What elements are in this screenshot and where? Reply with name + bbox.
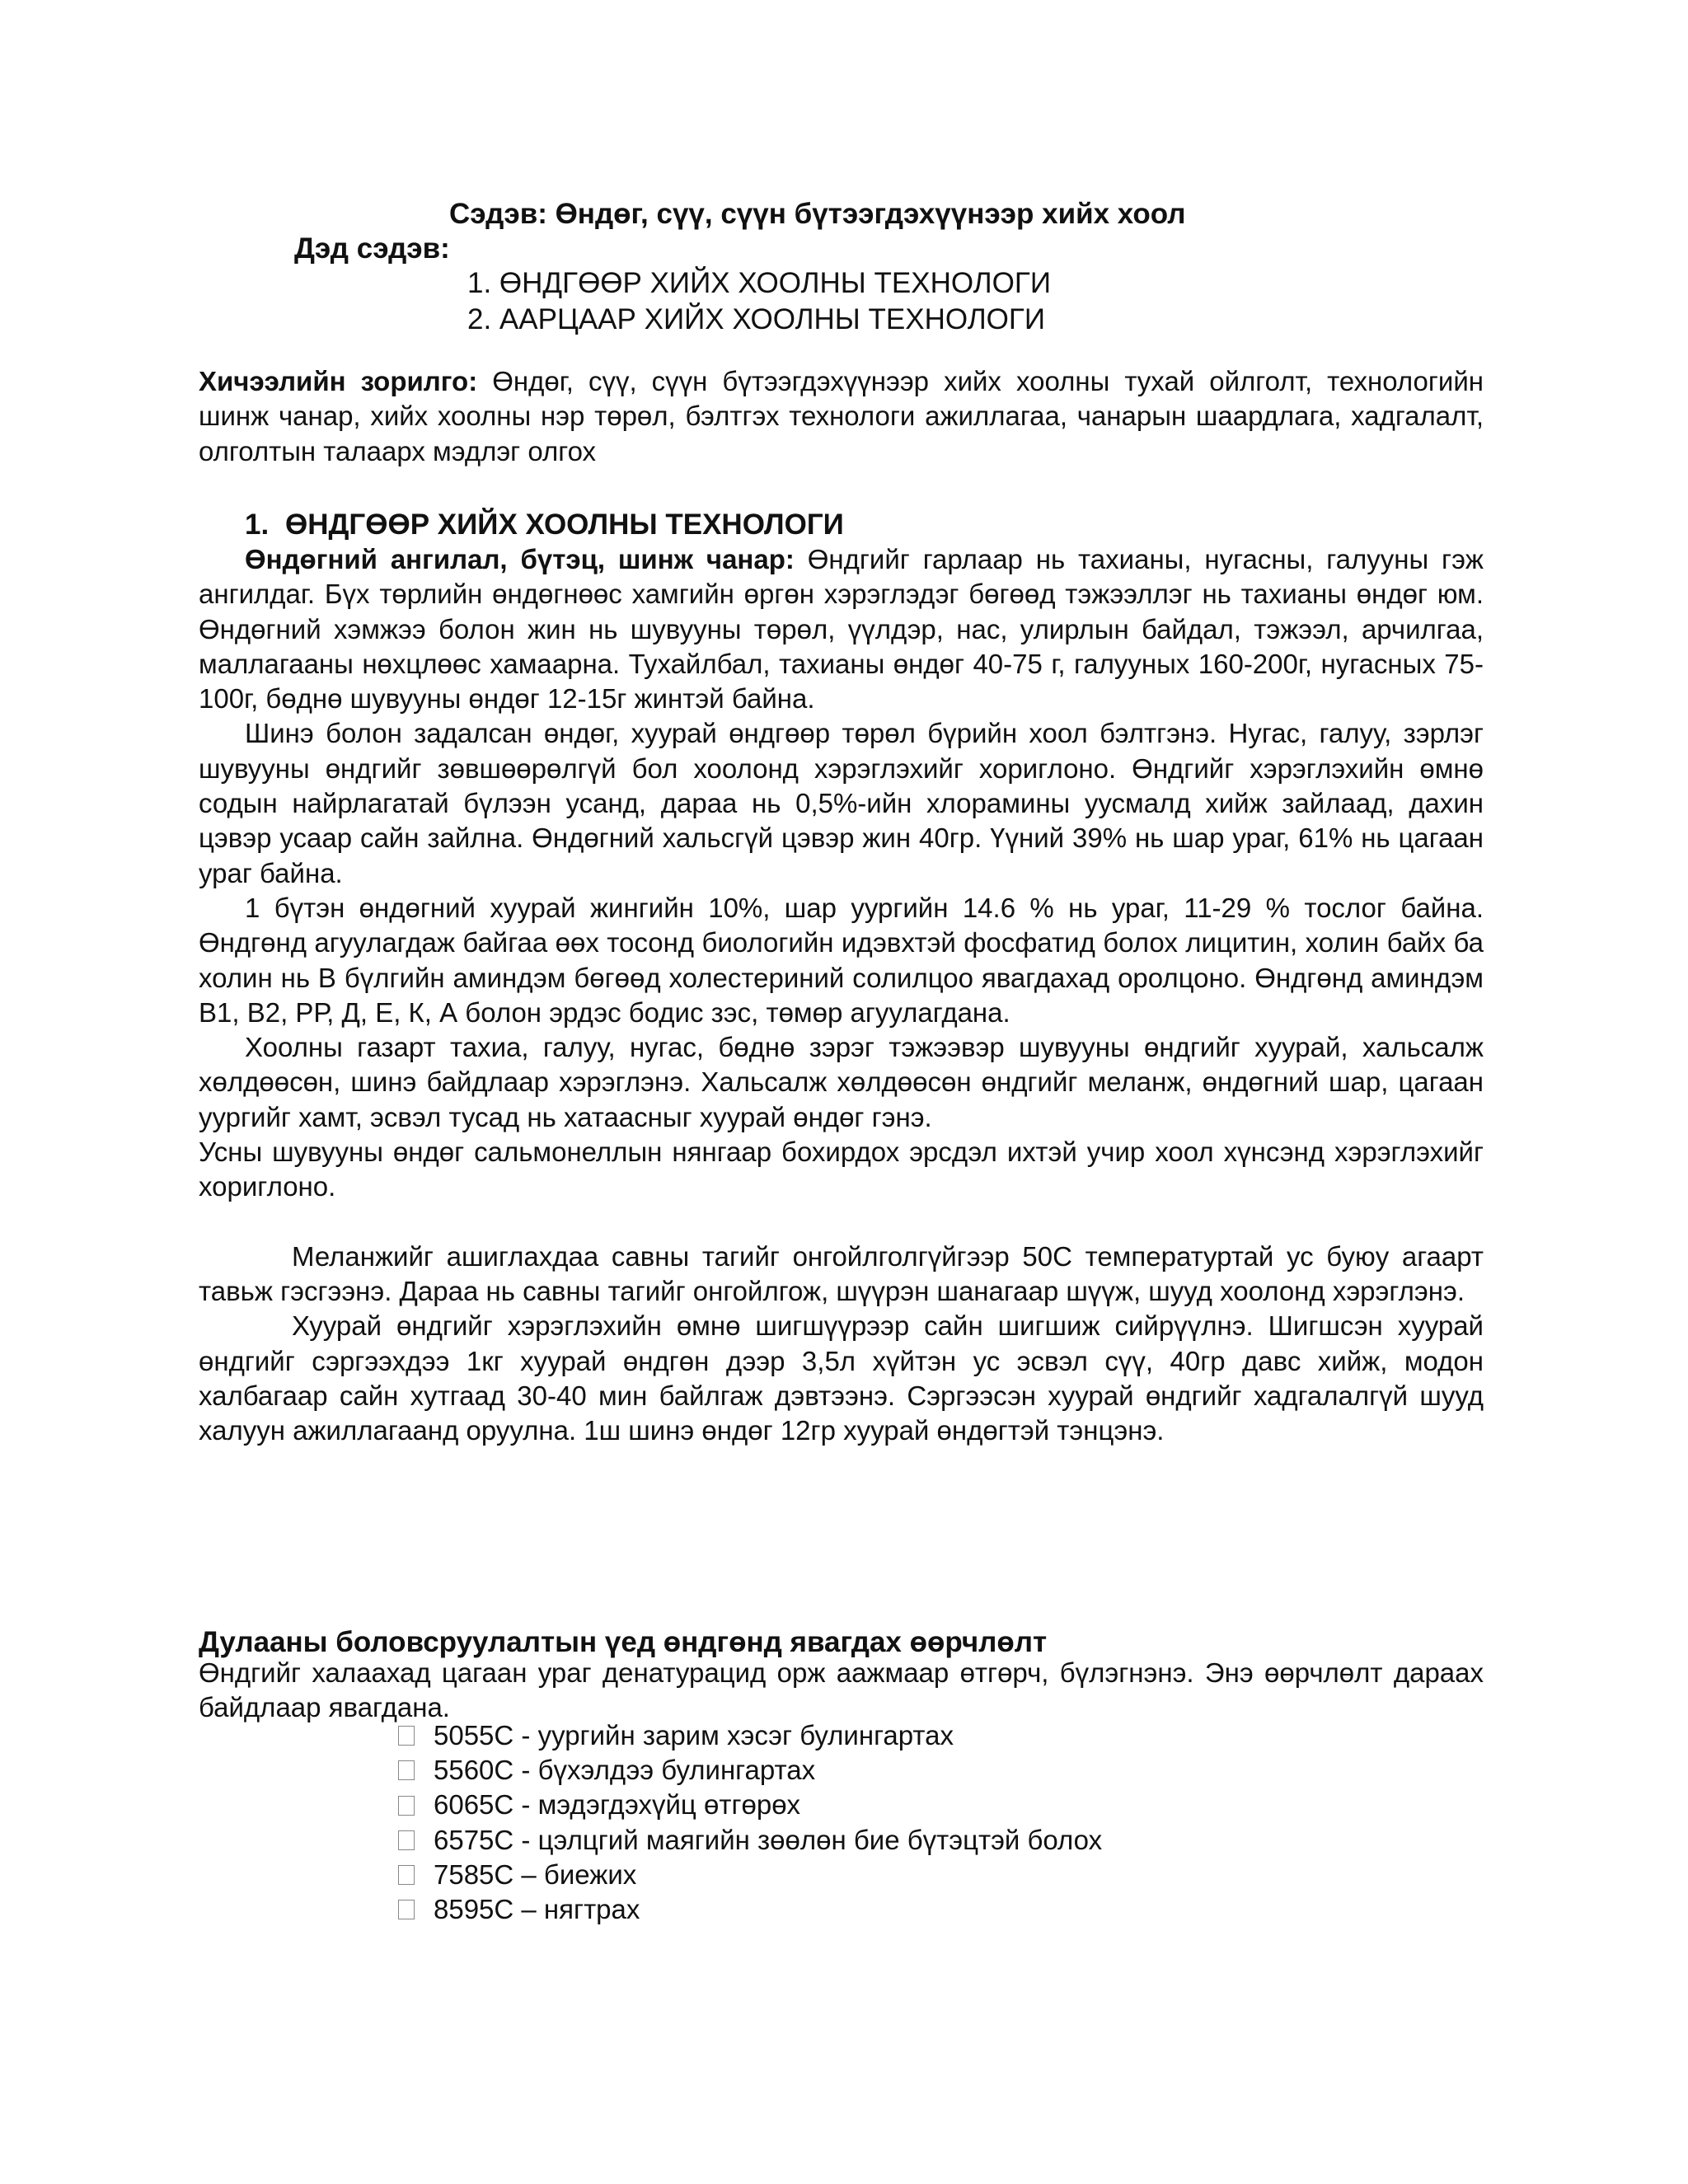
checkbox-bullet-icon — [398, 1726, 415, 1746]
paragraph: Хоолны газарт тахиа, галуу, нугас, бөднө зэрэг тэжээвэр шувууны өндгийг хуурай, хальсалж хөлдөөсөн, шинэ байдлаар хэрэглэнэ. Хальсалж хөлдөөсөн өндгийг меланж, өндөгний шар, цагаан уургийг хамт, эсвэл тусад нь хатаасныг хуурай өндөг гэнэ. — [199, 1032, 1484, 1132]
section1-heading — [245, 509, 844, 541]
subtopic-label: Дэд сэдэв: — [294, 232, 450, 265]
paragraph: 1 бүтэн өндөгний хуурай жингийн 10%, шар уургийн 14.6 % нь ураг, 11-29 % тослог байна. Өндгөнд агуулагдаж байгаа өөх тосонд биологийн идэвхтэй фосфатид болох лицитин, холин байх ба холин нь В бүлгийн аминдэм бөгөөд холестериний солилцоо явагдахад оролцоно. Өндгөнд аминдэм В1, В2, РР, Д, Е, К, А болон эрдэс бодис зэс, төмөр агуулагдана. — [199, 892, 1484, 1028]
list-item: 5055С - уургийн зарим хэсэг булингартах — [398, 1718, 1102, 1753]
egg-classification-label: Өндөгний ангилал, бүтэц, шинж чанар: — [245, 544, 795, 574]
egg-classification-paragraph — [199, 542, 1484, 716]
paragraph: Меланжийг ашиглахдаа савны тагийг онгойлголгүйгээр 50С температуртай ус буюу агаарт тавьж гэсгээнэ. Дараа нь савны тагийг онгойлгож, шүүрэн шанагаар шүүж, шууд хоолонд хэрэглэнэ. — [199, 1240, 1484, 1306]
page-title: Сэдэв: Өндөг, сүү, сүүн бүтээгдэхүүнээр хийх хоол — [449, 198, 1186, 230]
section1-number: 1. — [245, 509, 270, 541]
paragraph: Шинэ болон задалсан өндөг, хуурай өндгөөр төрөл бүрийн хоол бэлтгэнэ. Нугас, галуу, зэрлэг шувууны өндгийг зөвшөөрөлгүй бол хоолонд хэрэглэхийг хориглоно. Өндгийг хэрэглэхийн өмнө содын найрлагатай бүлээн усанд, дараа нь 0,5%-ийн хлорамины уусмалд хийж зайлаад, дахин цэвэр усаар сайн зайлна. Өндөгний хальсгүй цэвэр жин 40гр. Үүний 39% нь шар ураг, 61% нь цагаан ураг байна. — [199, 718, 1484, 888]
list-item: 7585С – биежих — [398, 1858, 1102, 1892]
temperature-change-list — [398, 1718, 1102, 1927]
lesson-goal-label: Хичээлийн зорилго: — [199, 366, 478, 396]
section2-heading: Дулааны боловсруулалтын үед өндгөнд явагдах өөрчлөлт — [199, 1626, 1048, 1658]
paragraph: Усны шувууны өндөг сальмонеллын нянгаар бохирдох эрсдэл ихтэй учир хоол хүнсэнд хэрэглэхийг хориглоно. — [199, 1137, 1484, 1202]
lesson-goal-text: Өндөг, сүү, сүүн бүтээгдэхүүнээр хийх хоолны тухай ойлголт, технологийн шинж чанар, хийх хоолны нэр төрөл, бэлтгэх технологи ажиллагаа, чанарын шаардлага, хадгалалт, олголтын талаарх мэдлэг олгох — [199, 366, 1484, 466]
checkbox-bullet-icon — [398, 1830, 415, 1850]
list-item: 6065С - мэдэгдэхүйц өтгөрөх — [398, 1788, 1102, 1822]
subtopic-list — [467, 265, 1051, 338]
subtopic-item: 1. ӨНДГӨӨР ХИЙХ ХООЛНЫ ТЕХНОЛОГИ — [467, 267, 1051, 299]
section1-body — [199, 542, 1484, 1448]
section1-title: ӨНДГӨӨР ХИЙХ ХООЛНЫ ТЕХНОЛОГИ — [285, 509, 844, 541]
lesson-goal-paragraph — [199, 364, 1484, 469]
checkbox-bullet-icon — [398, 1865, 415, 1885]
section2-intro: Өндгийг халаахад цагаан ураг денатурацид орж аажмаар өтгөрч, бүлэгнэнэ. Энэ өөрчлөлт дараах байдлаар явагдана. — [199, 1657, 1484, 1723]
paragraph: Хуурай өндгийг хэрэглэхийн өмнө шигшүүрээр сайн шигшиж сийрүүлнэ. Шигшсэн хуурай өндгийг сэргээхдээ 1кг хуурай өндгөн дээр 3,5л хүйтэн ус эсвэл сүү, 40гр давс хийж, модон халбагаар сайн хутгаад 30-40 мин байлгаж дэвтээнэ. Сэргээсэн хуурай өндгийг хадгалалгүй шууд халуун ажиллагаанд оруулна. 1ш шинэ өндөг 12гр хуурай өндөгтэй тэнцэнэ. — [199, 1310, 1484, 1446]
checkbox-bullet-icon — [398, 1760, 415, 1780]
checkbox-bullet-icon — [398, 1900, 415, 1919]
egg-classification-text: Өндгийг гарлаар нь тахианы, нугасны, галууны гэж ангилдаг. Бүх төрлийн өндөгнөөс хамгийн өргөн хэрэглэдэг бөгөөд тэжээллэг нь тахианы өндөг юм. Өндөгний хэмжээ болон жин нь шувууны төрөл, үүлдэр, нас, улирлын байдал, тэжээл, арчилгаа, маллагааны нөхцлөөс хамаарна. Тухайлбал, тахианы өндөг 40-75 г, галууных 160-200г, нугасных 75-100г, бөднө шувууны өндөг 12-15г жинтэй байна. — [199, 544, 1484, 715]
list-item: 5560С - бүхэлдээ булингартах — [398, 1753, 1102, 1788]
checkbox-bullet-icon — [398, 1796, 415, 1816]
subtopic-item: 2. ААРЦААР ХИЙХ ХООЛНЫ ТЕХНОЛОГИ — [467, 303, 1045, 335]
list-item: 6575С - цэлцгий маягийн зөөлөн бие бүтэцтэй болох — [398, 1823, 1102, 1858]
list-item: 8595С – нягтрах — [398, 1892, 1102, 1927]
